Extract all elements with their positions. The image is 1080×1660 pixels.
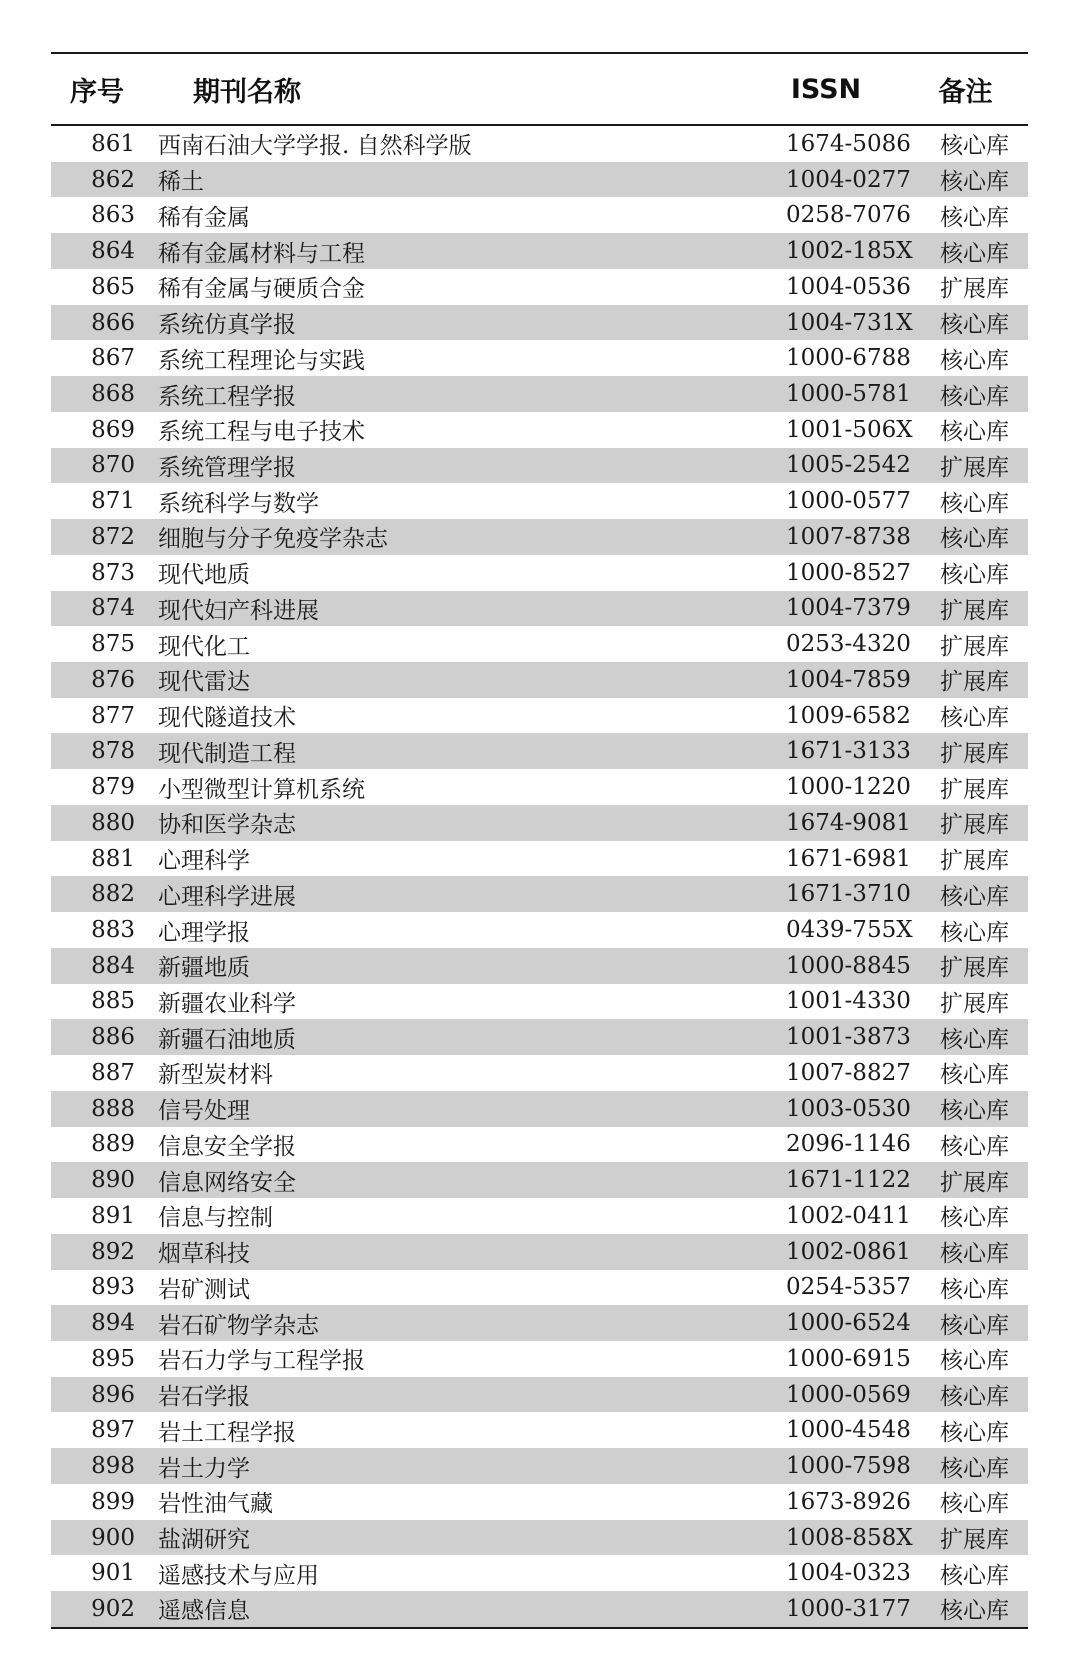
row-no: 870: [91, 452, 135, 479]
row-issn: 1004-731X: [786, 309, 913, 336]
table-row: [51, 162, 1028, 198]
row-issn: 1000-8527: [786, 559, 911, 586]
row-no: 880: [91, 809, 135, 836]
row-issn: 1002-185X: [786, 238, 913, 265]
table-row: [51, 1127, 1028, 1163]
table-row: [51, 269, 1028, 305]
row-no: 902: [91, 1595, 135, 1622]
row-issn: 1008-858X: [786, 1524, 913, 1551]
row-note: 核心库: [940, 1205, 1009, 1232]
row-no: 867: [91, 345, 135, 372]
table-row: [51, 984, 1028, 1020]
row-note: 核心库: [940, 1026, 1009, 1053]
row-issn: 1671-3710: [786, 881, 911, 908]
bottom-rule: [51, 1627, 1028, 1629]
row-journal-name: 信息网络安全: [158, 1169, 296, 1196]
table-row: [51, 126, 1028, 162]
row-note: 核心库: [940, 419, 1009, 446]
table-row: [51, 1555, 1028, 1591]
row-no: 888: [91, 1095, 135, 1122]
row-note: 核心库: [940, 169, 1009, 196]
row-issn: 1671-1122: [786, 1167, 911, 1194]
row-note: 核心库: [940, 347, 1009, 374]
row-issn: 1000-8845: [786, 952, 911, 979]
row-journal-name: 西南石油大学学报. 自然科学版: [158, 133, 472, 160]
row-issn: 1000-4548: [786, 1417, 911, 1444]
row-note: 核心库: [940, 133, 1009, 160]
row-journal-name: 新疆石油地质: [158, 1026, 296, 1053]
row-note: 核心库: [940, 1062, 1009, 1089]
row-note: 核心库: [940, 919, 1009, 946]
row-note: 扩展库: [940, 812, 1009, 839]
table-row: [51, 197, 1028, 233]
row-issn: 1671-6981: [786, 845, 911, 872]
table-row: [51, 805, 1028, 841]
table-row: [51, 412, 1028, 448]
row-note: 扩展库: [940, 990, 1009, 1017]
row-note: 扩展库: [940, 740, 1009, 767]
table-row: [51, 1198, 1028, 1234]
row-journal-name: 心理科学: [158, 848, 250, 875]
row-no: 868: [91, 381, 135, 407]
row-no: 877: [91, 702, 135, 729]
row-journal-name: 岩性油气藏: [158, 1491, 273, 1518]
table-row: [51, 662, 1028, 698]
table-row: [51, 555, 1028, 591]
row-journal-name: 稀土: [158, 169, 204, 196]
table-row: [51, 1234, 1028, 1270]
row-note: 核心库: [940, 1312, 1009, 1339]
row-issn: 1000-6524: [786, 1310, 911, 1337]
header-issn: ISSN: [790, 73, 862, 105]
row-no: 893: [91, 1274, 135, 1301]
row-no: 882: [91, 881, 135, 908]
row-issn: 1000-6915: [786, 1345, 911, 1372]
row-issn: 1674-9081: [786, 809, 911, 836]
row-note: 扩展库: [940, 669, 1009, 696]
row-journal-name: 系统仿真学报: [158, 312, 296, 339]
row-journal-name: 小型微型计算机系统: [158, 776, 365, 803]
row-no: 869: [91, 416, 135, 443]
row-no: 891: [91, 1202, 135, 1229]
row-journal-name: 信息安全学报: [158, 1133, 296, 1160]
table-row: [51, 376, 1028, 412]
row-journal-name: 信息与控制: [158, 1205, 273, 1232]
row-journal-name: 盐湖研究: [158, 1527, 250, 1553]
row-no: 875: [91, 631, 135, 658]
row-issn: 1005-2542: [786, 452, 911, 479]
row-no: 885: [91, 988, 135, 1015]
table-row: [51, 1305, 1028, 1341]
row-journal-name: 细胞与分子免疫学杂志: [158, 526, 388, 553]
row-journal-name: 新疆地质: [158, 955, 250, 982]
header-note: 备注: [938, 76, 993, 108]
row-no: 892: [91, 1238, 135, 1265]
table-header: [51, 54, 1028, 126]
header-name: 期刊名称: [193, 76, 301, 108]
row-no: 861: [91, 130, 135, 157]
row-issn: 0254-5357: [786, 1274, 911, 1301]
table-row: [51, 1162, 1028, 1198]
row-issn: 1000-0577: [786, 488, 911, 515]
row-issn: 1004-0323: [786, 1560, 911, 1587]
table-row: [51, 698, 1028, 734]
row-journal-name: 系统管理学报: [158, 454, 296, 481]
row-issn: 1000-5781: [786, 381, 911, 407]
row-journal-name: 现代化工: [158, 633, 250, 660]
row-note: 核心库: [940, 204, 1009, 231]
row-no: 864: [91, 238, 135, 265]
table-row: [51, 1412, 1028, 1448]
row-journal-name: 岩土力学: [158, 1455, 250, 1482]
row-no: 898: [91, 1453, 135, 1480]
row-no: 887: [91, 1059, 135, 1086]
row-note: 扩展库: [940, 776, 1009, 803]
table-row: [51, 948, 1028, 984]
table-row: [51, 841, 1028, 877]
header-no: 序号: [70, 76, 124, 108]
row-no: 899: [91, 1488, 135, 1515]
row-no: 889: [91, 1131, 135, 1158]
table-row: [51, 483, 1028, 519]
row-note: 核心库: [940, 240, 1009, 267]
row-note: 核心库: [940, 1598, 1009, 1625]
row-issn: 1009-6582: [786, 702, 911, 729]
row-note: 核心库: [940, 1562, 1009, 1589]
table-row: [51, 1270, 1028, 1306]
row-journal-name: 现代地质: [158, 562, 250, 589]
row-journal-name: 岩石学报: [158, 1384, 250, 1411]
row-journal-name: 岩土工程学报: [158, 1419, 296, 1446]
row-note: 扩展库: [940, 955, 1009, 982]
row-note: 核心库: [940, 883, 1009, 910]
table-row: [51, 1448, 1028, 1484]
row-no: 862: [91, 166, 135, 193]
row-journal-name: 系统工程与电子技术: [158, 419, 365, 446]
row-no: 890: [91, 1167, 135, 1194]
row-no: 874: [91, 595, 135, 622]
table-row: [51, 519, 1028, 555]
row-issn: 1000-0569: [786, 1381, 911, 1408]
row-issn: 1001-4330: [786, 988, 911, 1015]
row-issn: 1000-1220: [786, 774, 911, 801]
table-row: [51, 1591, 1028, 1627]
row-note: 核心库: [940, 1276, 1009, 1303]
row-note: 核心库: [940, 1419, 1009, 1446]
table-row: [51, 305, 1028, 341]
row-issn: 0253-4320: [786, 631, 911, 658]
row-no: 879: [91, 774, 135, 801]
row-journal-name: 信号处理: [158, 1098, 250, 1125]
row-journal-name: 心理学报: [158, 919, 250, 946]
row-journal-name: 遥感信息: [158, 1598, 250, 1625]
row-no: 883: [91, 917, 135, 944]
row-journal-name: 岩矿测试: [158, 1276, 250, 1303]
row-no: 886: [91, 1024, 135, 1051]
row-journal-name: 系统科学与数学: [158, 490, 319, 517]
row-journal-name: 岩石力学与工程学报: [158, 1348, 365, 1375]
row-issn: 0439-755X: [786, 917, 913, 944]
row-issn: 1001-506X: [786, 416, 913, 443]
journal-table: [51, 52, 1028, 1629]
row-issn: 1004-0536: [786, 273, 911, 300]
table-row: [51, 876, 1028, 912]
row-journal-name: 新型炭材料: [158, 1062, 273, 1089]
row-journal-name: 协和医学杂志: [158, 812, 296, 839]
row-journal-name: 心理科学进展: [158, 883, 296, 910]
row-journal-name: 系统工程学报: [158, 383, 296, 410]
table-row: [51, 1484, 1028, 1520]
row-no: 876: [91, 666, 135, 693]
table-body: [51, 126, 1028, 1627]
row-no: 895: [91, 1345, 135, 1372]
table-row: [51, 1091, 1028, 1127]
row-journal-name: 系统工程理论与实践: [158, 347, 365, 374]
row-note: 核心库: [940, 1348, 1009, 1375]
row-issn: 1000-6788: [786, 345, 911, 372]
row-note: 核心库: [940, 1241, 1009, 1268]
row-note: 扩展库: [940, 1527, 1009, 1553]
row-no: 863: [91, 202, 135, 229]
row-issn: 1674-5086: [786, 130, 911, 157]
table-row: [51, 448, 1028, 484]
table-row: [51, 1341, 1028, 1377]
table-row: [51, 1055, 1028, 1091]
table-row: [51, 626, 1028, 662]
row-issn: 1000-3177: [786, 1595, 911, 1622]
row-journal-name: 现代雷达: [158, 669, 250, 696]
row-no: 873: [91, 559, 135, 586]
row-journal-name: 现代制造工程: [158, 740, 296, 767]
row-journal-name: 稀有金属: [158, 204, 250, 231]
row-no: 884: [91, 952, 135, 979]
row-issn: 1003-0530: [786, 1095, 911, 1122]
row-issn: 1004-7859: [786, 666, 911, 693]
row-journal-name: 现代妇产科进展: [158, 597, 319, 624]
table-row: [51, 733, 1028, 769]
row-note: 扩展库: [940, 633, 1009, 660]
row-no: 878: [91, 738, 135, 765]
row-note: 核心库: [940, 1098, 1009, 1125]
table-row: [51, 340, 1028, 376]
row-no: 865: [91, 273, 135, 300]
row-no: 894: [91, 1310, 135, 1337]
table-row: [51, 233, 1028, 269]
row-note: 核心库: [940, 1455, 1009, 1482]
row-no: 872: [91, 523, 135, 550]
row-note: 核心库: [940, 562, 1009, 589]
row-note: 核心库: [940, 490, 1009, 517]
table-row: [51, 1377, 1028, 1413]
row-journal-name: 稀有金属材料与工程: [158, 240, 365, 267]
row-note: 核心库: [940, 1133, 1009, 1160]
row-issn: 1673-8926: [786, 1488, 911, 1515]
row-no: 897: [91, 1417, 135, 1444]
row-journal-name: 现代隧道技术: [158, 705, 296, 732]
row-note: 核心库: [940, 1384, 1009, 1411]
row-note: 核心库: [940, 705, 1009, 732]
row-no: 881: [91, 845, 135, 872]
row-issn: 1001-3873: [786, 1024, 911, 1051]
row-no: 866: [91, 309, 135, 336]
row-note: 扩展库: [940, 1169, 1009, 1196]
row-note: 扩展库: [940, 454, 1009, 481]
row-note: 扩展库: [940, 848, 1009, 875]
row-issn: 1002-0861: [786, 1238, 911, 1265]
row-issn: 2096-1146: [786, 1131, 911, 1158]
row-note: 扩展库: [940, 276, 1009, 303]
table-row: [51, 591, 1028, 627]
row-issn: 0258-7076: [786, 202, 911, 229]
row-note: 核心库: [940, 526, 1009, 553]
row-issn: 1671-3133: [786, 738, 911, 765]
row-issn: 1004-7379: [786, 595, 911, 622]
row-journal-name: 烟草科技: [158, 1241, 250, 1268]
row-note: 核心库: [940, 312, 1009, 339]
row-note: 核心库: [940, 383, 1009, 410]
row-no: 900: [91, 1524, 135, 1551]
table-row: [51, 1019, 1028, 1055]
row-journal-name: 岩石矿物学杂志: [158, 1312, 319, 1339]
row-journal-name: 稀有金属与硬质合金: [158, 276, 365, 303]
table-row: [51, 769, 1028, 805]
row-issn: 1002-0411: [786, 1202, 911, 1229]
row-journal-name: 新疆农业科学: [158, 990, 296, 1017]
row-issn: 1000-7598: [786, 1453, 911, 1480]
table-row: [51, 1520, 1028, 1556]
row-no: 901: [91, 1560, 135, 1587]
row-issn: 1007-8738: [786, 523, 911, 550]
row-no: 871: [91, 488, 135, 515]
row-no: 896: [91, 1381, 135, 1408]
row-journal-name: 遥感技术与应用: [158, 1562, 319, 1589]
row-issn: 1004-0277: [786, 166, 911, 193]
row-note: 核心库: [940, 1491, 1009, 1518]
table-row: [51, 912, 1028, 948]
row-issn: 1007-8827: [786, 1059, 911, 1086]
row-note: 扩展库: [940, 597, 1009, 624]
